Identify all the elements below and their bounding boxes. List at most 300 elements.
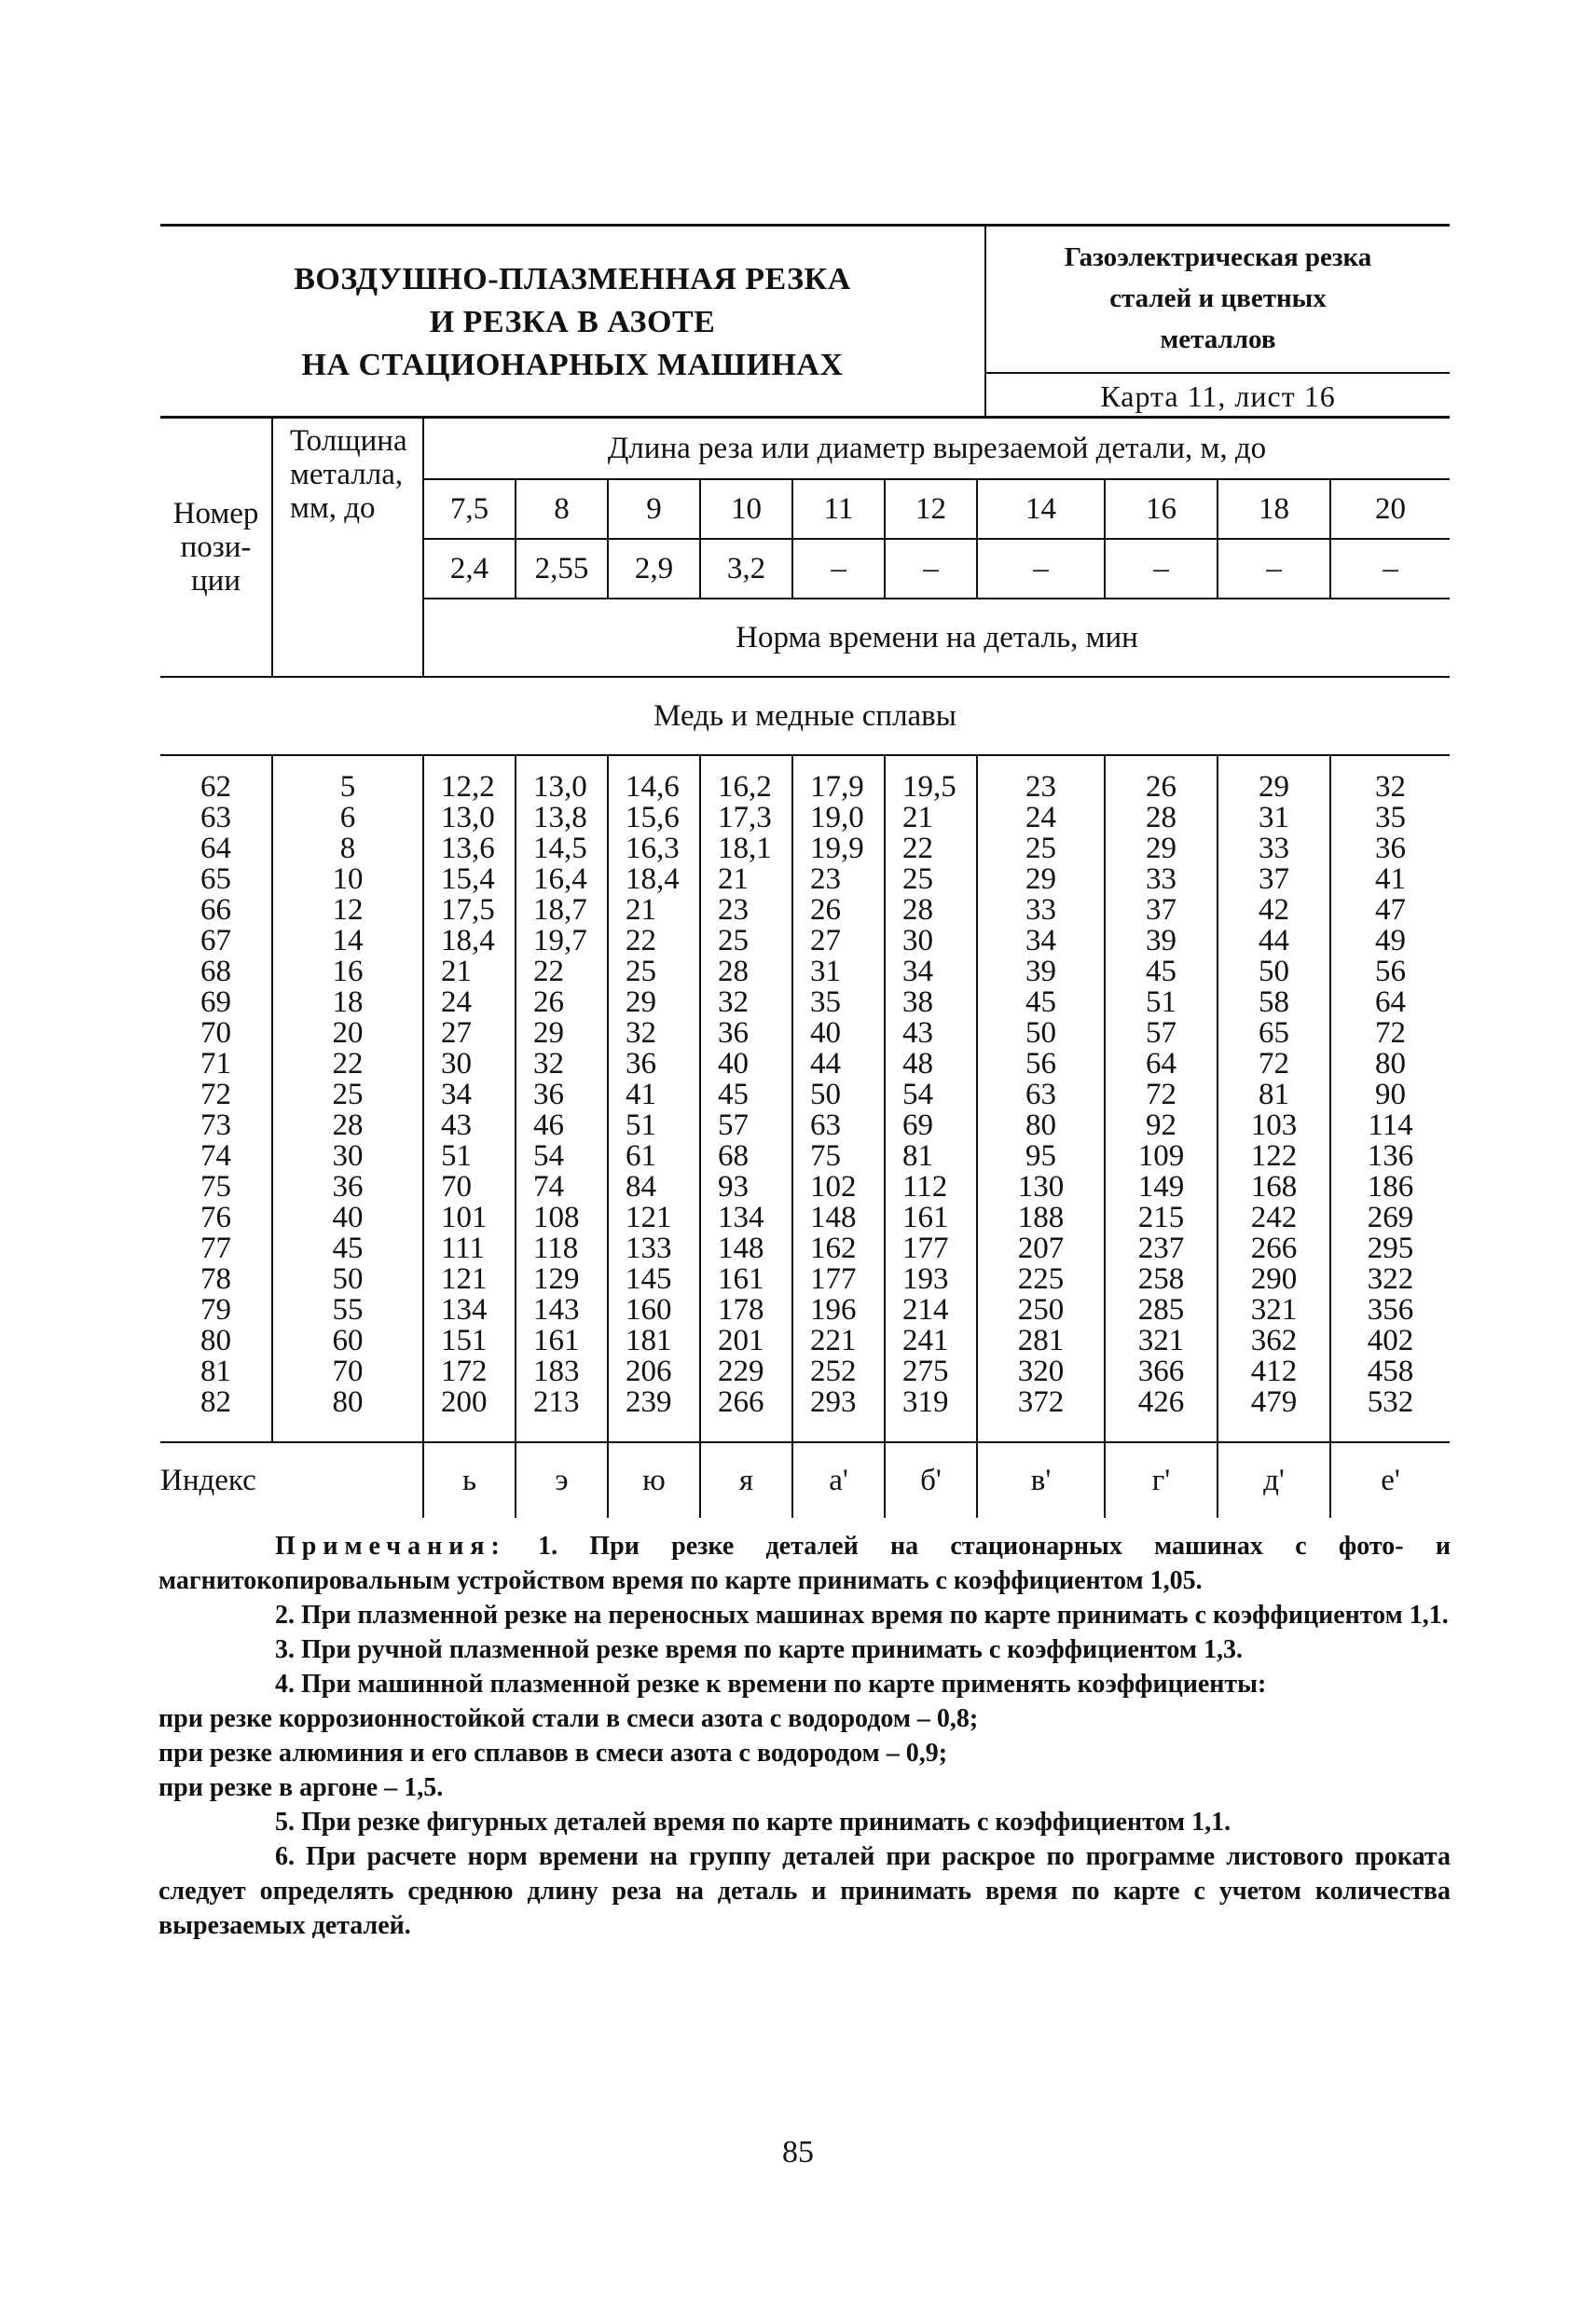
position-cell: 62 (200, 770, 231, 804)
spacer-cell (516, 1418, 608, 1442)
value-cell: 229 (700, 1356, 792, 1387)
index-cell: г' (1105, 1442, 1218, 1518)
section-line: металлов (1160, 324, 1276, 354)
value-cell: 33 (1218, 833, 1330, 864)
value-cell: 134 (423, 1295, 516, 1326)
diameter-cell: – (1330, 539, 1450, 599)
note-2: 2. При плазменной резке на переносных машинах время по карте принимать с коэффициентом 1,1. (275, 1601, 1449, 1630)
position-cell: 81 (200, 1355, 231, 1388)
value-cell: 148 (792, 1203, 885, 1233)
value-cell: 51 (1105, 987, 1218, 1018)
value-cell: 221 (792, 1326, 885, 1356)
col-header-line: ции (191, 564, 241, 598)
value-cell: 183 (516, 1356, 608, 1387)
value-cell: 65 (1218, 1018, 1330, 1049)
value-cell: 23 (792, 864, 885, 895)
value-cell: 32 (608, 1018, 700, 1049)
section-title (986, 227, 1450, 370)
value-cell: 239 (608, 1387, 700, 1418)
value-cell: 28 (700, 957, 792, 987)
value-cell: 36 (608, 1049, 700, 1080)
document-title (160, 227, 984, 419)
value-cell: 426 (1105, 1387, 1218, 1418)
index-cell: в' (977, 1442, 1105, 1518)
value-cell: 39 (1105, 926, 1218, 957)
value-cell: 149 (1105, 1172, 1218, 1203)
note-1 (158, 1529, 1451, 1598)
thickness-cell: 8 (272, 833, 423, 864)
value-cell: 225 (977, 1264, 1105, 1295)
diameter-cell: – (977, 539, 1105, 599)
spacer-cell (1218, 1418, 1330, 1442)
section-line: сталей и цветных (1109, 283, 1327, 313)
value-cell: 42 (1218, 895, 1330, 926)
value-cell: 13,6 (423, 833, 516, 864)
value-cell: 201 (700, 1326, 792, 1356)
length-cell: 16 (1105, 479, 1218, 539)
value-cell: 13,0 (516, 772, 608, 803)
value-cell: 31 (792, 957, 885, 987)
index-cell: д' (1218, 1442, 1330, 1518)
value-cell: 532 (1330, 1387, 1450, 1418)
value-cell: 266 (700, 1387, 792, 1418)
value-cell: 64 (1330, 987, 1450, 1018)
value-cell: 18,4 (423, 926, 516, 957)
value-cell: 54 (885, 1080, 977, 1110)
value-cell: 24 (423, 987, 516, 1018)
position-cell: 70 (200, 1016, 231, 1050)
position-cell: 69 (200, 985, 231, 1019)
position-cell: 80 (200, 1324, 231, 1357)
position-cell: 66 (200, 893, 231, 927)
value-cell: 275 (885, 1356, 977, 1387)
thickness-cell: 5 (272, 772, 423, 803)
value-cell: 161 (516, 1326, 608, 1356)
value-cell: 206 (608, 1356, 700, 1387)
value-cell: 321 (1218, 1295, 1330, 1326)
table-row (160, 957, 1450, 987)
value-cell: 25 (608, 957, 700, 987)
value-cell: 372 (977, 1387, 1105, 1418)
value-cell: 46 (516, 1110, 608, 1141)
value-cell: 19,9 (792, 833, 885, 864)
value-cell: 45 (1105, 957, 1218, 987)
position-cell: 74 (200, 1139, 231, 1173)
thickness-cell: 50 (272, 1264, 423, 1295)
spacer-cell (608, 1418, 700, 1442)
index-cell: е' (1330, 1442, 1450, 1518)
table-row (160, 1203, 1450, 1233)
value-cell: 45 (977, 987, 1105, 1018)
length-cell: 12 (885, 479, 977, 539)
position-cell: 75 (200, 1170, 231, 1204)
value-cell: 12,2 (423, 772, 516, 803)
note-5: 5. При резке фигурных деталей время по карте принимать с коэффициентом 1,1. (275, 1808, 1231, 1837)
diameter-cell: 3,2 (700, 539, 792, 599)
position-cell: 68 (200, 955, 231, 988)
value-cell: 19,5 (885, 772, 977, 803)
spacer-cell (1105, 1418, 1218, 1442)
spacer-cell (700, 1418, 792, 1442)
value-cell: 80 (1330, 1049, 1450, 1080)
value-cell: 63 (792, 1110, 885, 1141)
page-number: 85 (782, 2135, 814, 2169)
value-cell: 28 (885, 895, 977, 926)
value-cell: 50 (977, 1018, 1105, 1049)
thickness-cell: 16 (272, 957, 423, 987)
value-cell: 28 (1105, 803, 1218, 833)
value-cell: 27 (792, 926, 885, 957)
index-cell: я (700, 1442, 792, 1518)
value-cell: 27 (423, 1018, 516, 1049)
value-cell: 172 (423, 1356, 516, 1387)
value-cell: 43 (423, 1110, 516, 1141)
note-6: 6. При расчете норм времени на группу деталей при раскрое по программе листового проката следует определять среднюю длину реза на деталь и принимать время по карте с учетом количества вырезаемых деталей. (158, 1842, 1451, 1940)
table-row (160, 1172, 1450, 1203)
value-cell: 41 (1330, 864, 1450, 895)
value-cell: 134 (700, 1203, 792, 1233)
col-header-line: металла, (290, 458, 404, 491)
value-cell: 177 (885, 1233, 977, 1264)
position-cell: 71 (200, 1047, 231, 1081)
value-cell: 41 (608, 1080, 700, 1110)
position-cell: 78 (200, 1262, 231, 1296)
note-4c: при резке в аргоне – 1,5. (158, 1773, 444, 1802)
norm-header: Норма времени на деталь, мин (423, 599, 1450, 677)
value-cell: 366 (1105, 1356, 1218, 1387)
col-header-line: Толщина (290, 424, 407, 458)
spacer-cell (1330, 1418, 1450, 1442)
spacer-cell (885, 1418, 977, 1442)
value-cell: 168 (1218, 1172, 1330, 1203)
value-cell: 250 (977, 1295, 1105, 1326)
value-cell: 31 (1218, 803, 1330, 833)
value-cell: 26 (1105, 772, 1218, 803)
thickness-cell: 22 (272, 1049, 423, 1080)
value-cell: 133 (608, 1233, 700, 1264)
value-cell: 54 (516, 1141, 608, 1172)
index-cell: ь (423, 1442, 516, 1518)
value-cell: 47 (1330, 895, 1450, 926)
value-cell: 23 (977, 772, 1105, 803)
value-cell: 177 (792, 1264, 885, 1295)
value-cell: 103 (1218, 1110, 1330, 1141)
value-cell: 38 (885, 987, 977, 1018)
value-cell: 321 (1105, 1326, 1218, 1356)
thickness-cell: 30 (272, 1141, 423, 1172)
table-row (160, 1264, 1450, 1295)
value-cell: 160 (608, 1295, 700, 1326)
value-cell: 29 (608, 987, 700, 1018)
col-header-thickness (272, 418, 423, 678)
value-cell: 16,3 (608, 833, 700, 864)
table-row (160, 1326, 1450, 1356)
value-cell: 29 (516, 1018, 608, 1049)
value-cell: 101 (423, 1203, 516, 1233)
table-row (160, 926, 1450, 957)
value-cell: 14,5 (516, 833, 608, 864)
value-cell: 33 (977, 895, 1105, 926)
value-cell: 30 (423, 1049, 516, 1080)
thickness-cell: 12 (272, 895, 423, 926)
value-cell: 237 (1105, 1233, 1218, 1264)
value-cell: 36 (516, 1080, 608, 1110)
title-line: И РЕЗКА В АЗОТЕ (429, 305, 716, 339)
value-cell: 72 (1330, 1018, 1450, 1049)
value-cell: 36 (1330, 833, 1450, 864)
value-cell: 32 (700, 987, 792, 1018)
position-cell: 76 (200, 1201, 231, 1234)
value-cell: 13,8 (516, 803, 608, 833)
diameter-cell: 2,55 (516, 539, 608, 599)
position-cell: 64 (200, 832, 231, 865)
value-cell: 319 (885, 1387, 977, 1418)
value-cell: 188 (977, 1203, 1105, 1233)
length-cell: 10 (700, 479, 792, 539)
value-cell: 322 (1330, 1264, 1450, 1295)
note-text: 1. При резке деталей на стационарных машинах с фото- и магнитокопировальным устройством время по карте принимать с коэффициентом 1,05. (158, 1532, 1452, 1595)
value-cell: 49 (1330, 926, 1450, 957)
index-cell: б' (885, 1442, 977, 1518)
value-cell: 58 (1218, 987, 1330, 1018)
value-cell: 214 (885, 1295, 977, 1326)
thickness-cell: 28 (272, 1110, 423, 1141)
value-cell: 81 (1218, 1080, 1330, 1110)
value-cell: 19,7 (516, 926, 608, 957)
position-cell: 73 (200, 1108, 231, 1142)
value-cell: 130 (977, 1172, 1105, 1203)
value-cell: 26 (516, 987, 608, 1018)
value-cell: 30 (885, 926, 977, 957)
value-cell: 63 (977, 1080, 1105, 1110)
spacer-cell (423, 1418, 516, 1442)
value-cell: 181 (608, 1326, 700, 1356)
value-cell: 22 (885, 833, 977, 864)
value-cell: 25 (885, 864, 977, 895)
value-cell: 129 (516, 1264, 608, 1295)
value-cell: 51 (608, 1110, 700, 1141)
value-cell: 29 (977, 864, 1105, 895)
value-cell: 84 (608, 1172, 700, 1203)
length-header: Длина реза или диаметр вырезаемой детали, м, до (423, 418, 1450, 480)
value-cell: 56 (977, 1049, 1105, 1080)
value-cell: 29 (1105, 833, 1218, 864)
table-row (160, 1080, 1450, 1110)
value-cell: 207 (977, 1233, 1105, 1264)
table-row (160, 1233, 1450, 1264)
value-cell: 162 (792, 1233, 885, 1264)
value-cell: 43 (885, 1018, 977, 1049)
position-cell: 65 (200, 862, 231, 896)
value-cell: 18,1 (700, 833, 792, 864)
value-cell: 112 (885, 1172, 977, 1203)
value-cell: 285 (1105, 1295, 1218, 1326)
diameter-cell: 2,4 (423, 539, 516, 599)
position-cell: 72 (200, 1078, 231, 1111)
value-cell: 18,7 (516, 895, 608, 926)
value-cell: 215 (1105, 1203, 1218, 1233)
spacer-cell (272, 1418, 423, 1442)
value-cell: 48 (885, 1049, 977, 1080)
table-row (160, 864, 1450, 895)
value-cell: 14,6 (608, 772, 700, 803)
value-cell: 33 (1105, 864, 1218, 895)
value-cell: 37 (1105, 895, 1218, 926)
value-cell: 36 (700, 1018, 792, 1049)
value-cell: 17,9 (792, 772, 885, 803)
value-cell: 64 (1105, 1049, 1218, 1080)
value-cell: 40 (792, 1018, 885, 1049)
value-cell: 145 (608, 1264, 700, 1295)
value-cell: 35 (792, 987, 885, 1018)
table-row (160, 833, 1450, 864)
value-cell: 93 (700, 1172, 792, 1203)
value-cell: 25 (977, 833, 1105, 864)
value-cell: 26 (792, 895, 885, 926)
value-cell: 213 (516, 1387, 608, 1418)
card-number: Карта 11, лист 16 (986, 372, 1450, 419)
length-cell: 20 (1330, 479, 1450, 539)
value-cell: 25 (700, 926, 792, 957)
thickness-cell: 25 (272, 1080, 423, 1110)
table-row (160, 772, 1450, 803)
thickness-cell: 55 (272, 1295, 423, 1326)
value-cell: 24 (977, 803, 1105, 833)
diameter-cell: 2,9 (608, 539, 700, 599)
table-row (160, 895, 1450, 926)
value-cell: 45 (700, 1080, 792, 1110)
length-cell: 7,5 (423, 479, 516, 539)
value-cell: 412 (1218, 1356, 1330, 1387)
value-cell: 186 (1330, 1172, 1450, 1203)
value-cell: 50 (1218, 957, 1330, 987)
thickness-cell: 60 (272, 1326, 423, 1356)
note-4a: при резке коррозионностойкой стали в смеси азота с водородом – 0,8; (158, 1704, 979, 1733)
value-cell: 44 (792, 1049, 885, 1080)
value-cell: 402 (1330, 1326, 1450, 1356)
value-cell: 151 (423, 1326, 516, 1356)
value-cell: 121 (423, 1264, 516, 1295)
index-row (160, 1442, 1450, 1518)
value-cell: 252 (792, 1356, 885, 1387)
value-cell: 241 (885, 1326, 977, 1356)
position-cell: 67 (200, 924, 231, 957)
value-cell: 118 (516, 1233, 608, 1264)
value-cell: 13,0 (423, 803, 516, 833)
diameter-cell: – (792, 539, 885, 599)
value-cell: 51 (423, 1141, 516, 1172)
value-cell: 32 (516, 1049, 608, 1080)
table-row (160, 1018, 1450, 1049)
index-cell: ю (608, 1442, 700, 1518)
length-cell: 18 (1218, 479, 1330, 539)
value-cell: 293 (792, 1387, 885, 1418)
col-header-line: пози- (180, 530, 252, 564)
value-cell: 32 (1330, 772, 1450, 803)
value-cell: 122 (1218, 1141, 1330, 1172)
value-cell: 136 (1330, 1141, 1450, 1172)
position-cell: 82 (200, 1385, 231, 1419)
col-header-line: Номер (172, 497, 259, 530)
value-cell: 19,0 (792, 803, 885, 833)
value-cell: 479 (1218, 1387, 1330, 1418)
value-cell: 269 (1330, 1203, 1450, 1233)
value-cell: 458 (1330, 1356, 1450, 1387)
index-cell: э (516, 1442, 608, 1518)
thickness-cell: 10 (272, 864, 423, 895)
value-cell: 56 (1330, 957, 1450, 987)
value-cell: 39 (977, 957, 1105, 987)
value-cell: 15,6 (608, 803, 700, 833)
title-line: НА СТАЦИОНАРНЫХ МАШИНАХ (301, 348, 844, 382)
value-cell: 61 (608, 1141, 700, 1172)
value-cell: 74 (516, 1172, 608, 1203)
thickness-cell: 40 (272, 1203, 423, 1233)
note-4b: при резке алюминия и его сплавов в смеси азота с водородом – 0,9; (158, 1739, 948, 1768)
value-cell: 161 (700, 1264, 792, 1295)
value-cell: 95 (977, 1141, 1105, 1172)
card-header (160, 224, 1450, 419)
title-line: ВОЗДУШНО-ПЛАЗМЕННАЯ РЕЗКА (294, 262, 851, 296)
value-cell: 114 (1330, 1110, 1450, 1141)
value-cell: 40 (700, 1049, 792, 1080)
value-cell: 16,2 (700, 772, 792, 803)
col-header-position (160, 418, 272, 678)
value-cell: 148 (700, 1233, 792, 1264)
thickness-cell: 20 (272, 1018, 423, 1049)
value-cell: 200 (423, 1387, 516, 1418)
value-cell: 356 (1330, 1295, 1450, 1326)
value-cell: 35 (1330, 803, 1450, 833)
value-cell: 18,4 (608, 864, 700, 895)
norms-table (160, 416, 1450, 1518)
value-cell: 37 (1218, 864, 1330, 895)
value-cell: 290 (1218, 1264, 1330, 1295)
table-row (160, 1295, 1450, 1326)
value-cell: 15,4 (423, 864, 516, 895)
value-cell: 22 (516, 957, 608, 987)
value-cell: 21 (608, 895, 700, 926)
value-cell: 281 (977, 1326, 1105, 1356)
value-cell: 102 (792, 1172, 885, 1203)
thickness-cell: 80 (272, 1387, 423, 1418)
table-row (160, 1110, 1450, 1141)
table-row (160, 1356, 1450, 1387)
value-cell: 50 (792, 1080, 885, 1110)
notes-heading: Примечания: (275, 1532, 506, 1561)
value-cell: 57 (700, 1110, 792, 1141)
notes-section (158, 1529, 1451, 1943)
note-3: 3. При ручной плазменной резке время по карте принимать с коэффициентом 1,3. (275, 1635, 1243, 1664)
value-cell: 17,5 (423, 895, 516, 926)
value-cell: 44 (1218, 926, 1330, 957)
value-cell: 57 (1105, 1018, 1218, 1049)
spacer-cell (160, 1418, 272, 1442)
diameter-cell: – (885, 539, 977, 599)
position-cell: 63 (200, 801, 231, 834)
note-4: 4. При машинной плазменной резке к времени по карте применять коэффициенты: (275, 1670, 1267, 1699)
length-cell: 8 (516, 479, 608, 539)
value-cell: 193 (885, 1264, 977, 1295)
length-cell: 9 (608, 479, 700, 539)
value-cell: 72 (1218, 1049, 1330, 1080)
table-row (160, 987, 1450, 1018)
position-cell: 77 (200, 1232, 231, 1265)
length-cell: 11 (792, 479, 885, 539)
thickness-cell: 14 (272, 926, 423, 957)
value-cell: 23 (700, 895, 792, 926)
value-cell: 242 (1218, 1203, 1330, 1233)
